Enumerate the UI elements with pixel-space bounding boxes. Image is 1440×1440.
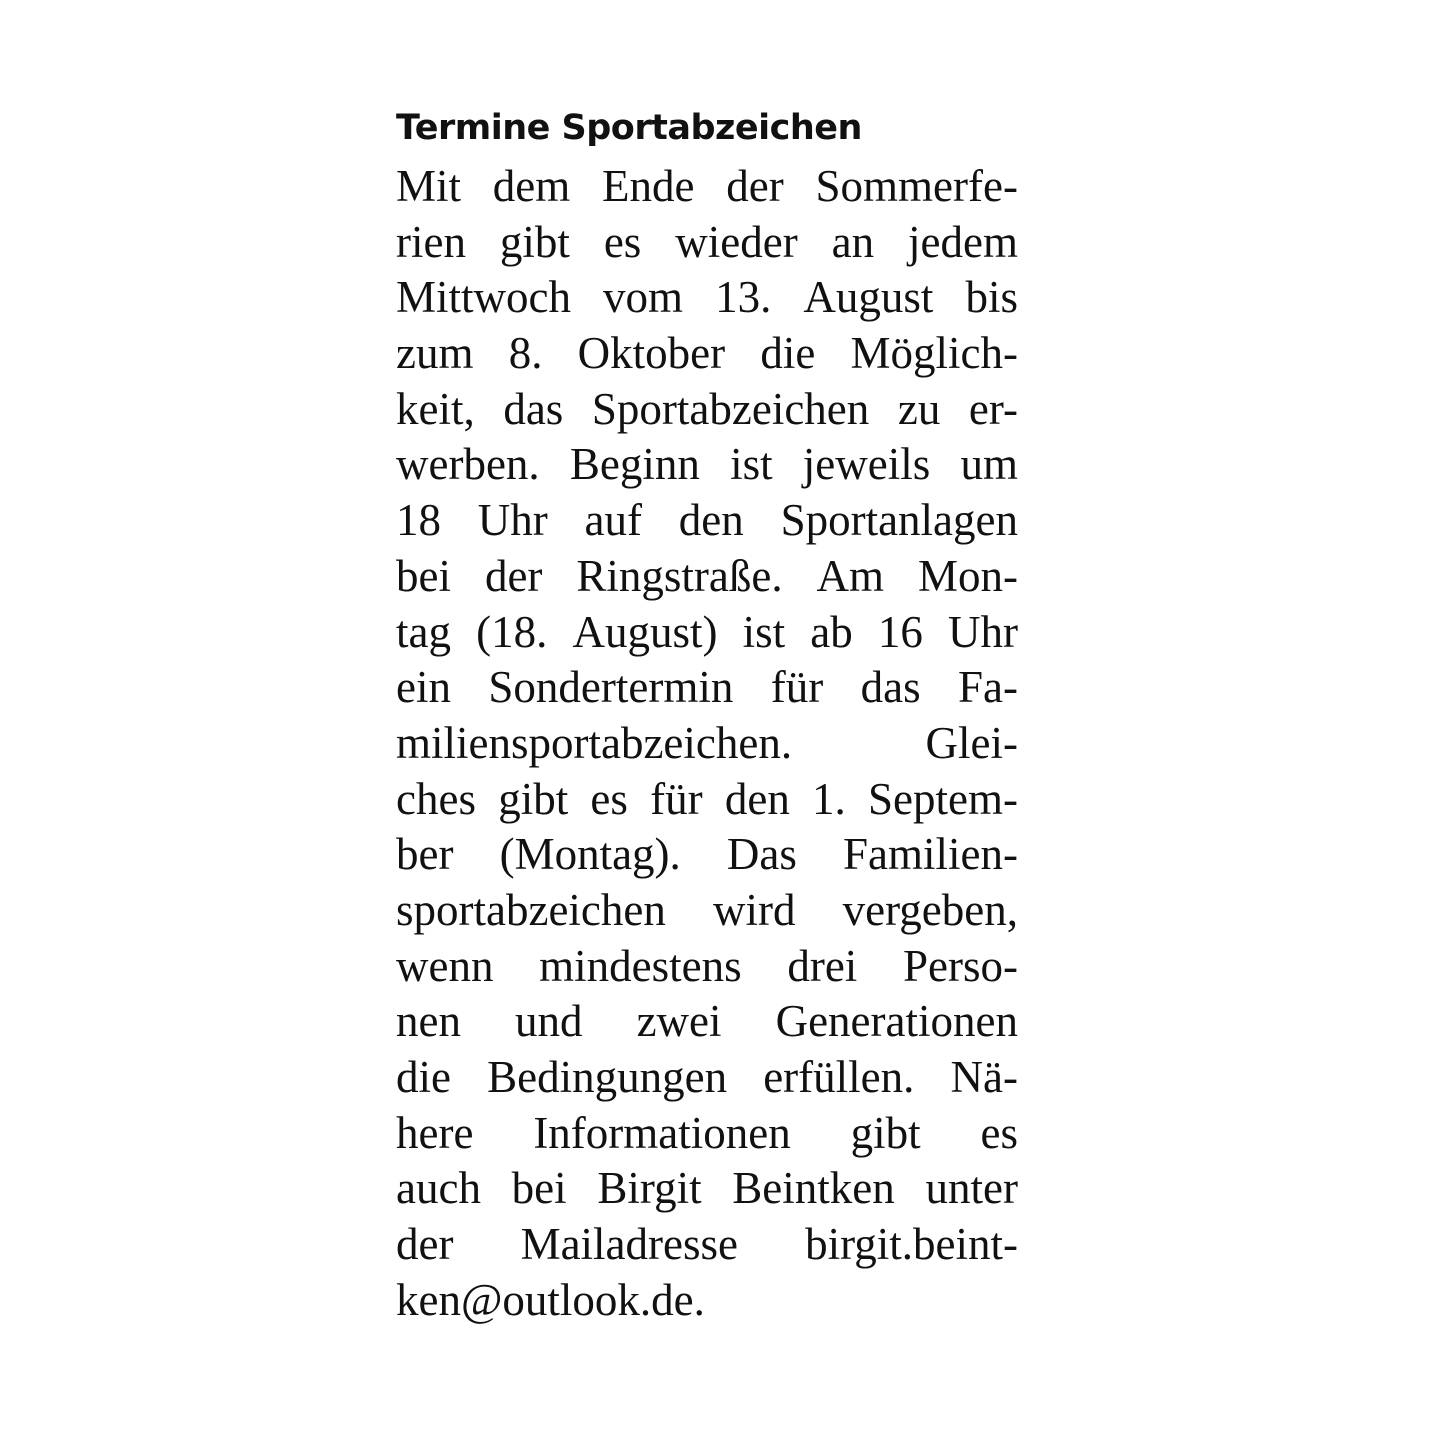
article-word: Möglich- <box>850 328 1018 379</box>
article-line <box>396 939 1018 995</box>
article-word: Nä- <box>950 1052 1018 1102</box>
article-word: (Montag). <box>499 829 681 880</box>
article-word: Das <box>726 829 797 880</box>
article-word: ber <box>396 829 454 880</box>
article-word: Informationen <box>533 1107 791 1158</box>
article-word: ein <box>396 662 451 713</box>
article-word: August) <box>572 606 718 657</box>
article-word: Birgit <box>597 1163 702 1214</box>
article-word: und <box>515 996 583 1047</box>
article-word: wieder <box>675 216 798 267</box>
article-line <box>396 1050 1018 1106</box>
article-word: Sportanlagen <box>780 495 1018 546</box>
article-word: tag <box>396 606 451 657</box>
article-word: ches <box>396 773 476 824</box>
article-line <box>396 549 1018 605</box>
article-word: es <box>980 1107 1018 1158</box>
article-word: jedem <box>908 216 1018 267</box>
article-line <box>396 159 1018 215</box>
article-word: nen <box>396 996 461 1047</box>
article-word: an <box>831 216 875 267</box>
article-word: Familien- <box>843 829 1018 880</box>
article-word: für <box>650 773 703 824</box>
article-word: 16 <box>877 606 923 657</box>
article-word: bei <box>396 550 451 601</box>
article-word: Mon- <box>917 550 1018 601</box>
article-word: Uhr <box>948 606 1018 657</box>
article-line <box>396 215 1018 271</box>
article-word: bei <box>511 1163 567 1214</box>
article-word: die <box>760 328 816 379</box>
article-word: ist <box>730 439 773 490</box>
article-word: Ringstraße. <box>576 550 783 601</box>
article-line <box>396 1217 1018 1273</box>
article-word: Beginn <box>569 439 700 490</box>
article-word: ist <box>742 606 786 657</box>
article-word: Sportabzeichen <box>591 383 870 434</box>
article-line <box>396 772 1018 828</box>
article-headline: Termine Sportabzeichen <box>396 108 862 148</box>
article-line <box>396 1161 1018 1217</box>
article-line <box>396 326 1018 382</box>
article-word: wenn <box>396 940 494 991</box>
article-line <box>396 994 1018 1050</box>
article-word: Oktober <box>577 328 726 379</box>
article-word: das <box>503 383 564 434</box>
article-word: werben. <box>396 439 540 490</box>
article-word: Fa- <box>957 662 1018 713</box>
article-word: August <box>803 272 934 323</box>
article-word: den <box>678 495 744 546</box>
article-word: auch <box>396 1163 481 1214</box>
article-word: miliensportabzeichen. <box>396 717 793 768</box>
article-word: den <box>724 773 790 824</box>
article-word: vergeben, <box>842 884 1018 935</box>
article-word: Glei- <box>925 717 1018 768</box>
article-word: mindestens <box>539 940 742 991</box>
article-word: er- <box>968 383 1018 434</box>
article-word: wird <box>713 884 796 935</box>
article-word: Mittwoch <box>396 272 571 323</box>
article-word: dem <box>492 161 571 211</box>
article-line <box>396 660 1018 716</box>
article-line <box>396 716 1018 772</box>
article-word: Mailadresse <box>520 1219 738 1270</box>
article-word: Uhr <box>477 495 548 546</box>
article-word: auf <box>584 495 643 546</box>
article-word: es <box>603 216 642 267</box>
article-word: birgit.beint- <box>805 1219 1018 1270</box>
article-line <box>396 493 1018 549</box>
news-article <box>396 105 1018 1328</box>
article-word: here <box>396 1107 474 1158</box>
article-word: ab <box>810 606 853 657</box>
article-word: Beintken <box>732 1163 895 1214</box>
article-word: ken@outlook.de. <box>396 1274 705 1325</box>
article-line <box>396 883 1018 939</box>
article-word: zum <box>396 328 474 379</box>
article-word: Generationen <box>775 996 1018 1047</box>
article-word: erfüllen. <box>763 1052 915 1102</box>
article-word: unter <box>925 1163 1018 1214</box>
article-word: das <box>860 662 921 713</box>
article-word: für <box>770 662 824 713</box>
article-word: (18. <box>476 606 548 657</box>
article-word: rien <box>396 216 466 267</box>
article-word: keit, <box>396 383 475 434</box>
article-word: gibt <box>498 773 569 824</box>
article-word: zu <box>897 383 941 434</box>
article-word: vom <box>603 272 684 323</box>
article-word: es <box>590 773 628 824</box>
article-line <box>396 605 1018 661</box>
article-word: Septem- <box>868 773 1018 824</box>
article-word: 1. <box>812 773 846 824</box>
article-body <box>396 159 1018 1328</box>
article-word: Sondertermin <box>488 662 734 713</box>
article-word: gibt <box>850 1107 921 1158</box>
article-word: der <box>484 550 543 601</box>
article-line <box>396 270 1018 326</box>
article-line <box>396 437 1018 493</box>
article-word: Perso- <box>903 940 1018 991</box>
article-word: zwei <box>636 996 722 1047</box>
article-line <box>396 827 1018 883</box>
article-word: Bedingungen <box>487 1052 728 1102</box>
article-line <box>396 1106 1018 1162</box>
article-word: die <box>396 1052 451 1102</box>
article-word: Sommerfe- <box>815 161 1018 211</box>
article-word: Mit <box>396 161 462 211</box>
article-word: der <box>726 161 784 211</box>
article-word: bis <box>965 272 1018 323</box>
article-line <box>396 382 1018 438</box>
article-word: um <box>960 439 1018 490</box>
article-word: gibt <box>499 216 570 267</box>
article-word: drei <box>787 940 858 991</box>
article-line <box>396 1273 1018 1329</box>
article-word: 8. <box>508 328 543 379</box>
article-word: Ende <box>602 161 695 211</box>
article-word: 13. <box>715 272 772 323</box>
article-word: 18 <box>396 495 441 546</box>
article-word: jeweils <box>802 439 931 490</box>
article-word: der <box>396 1219 454 1270</box>
article-word: Am <box>816 550 885 601</box>
article-word: sportabzeichen <box>396 884 666 935</box>
